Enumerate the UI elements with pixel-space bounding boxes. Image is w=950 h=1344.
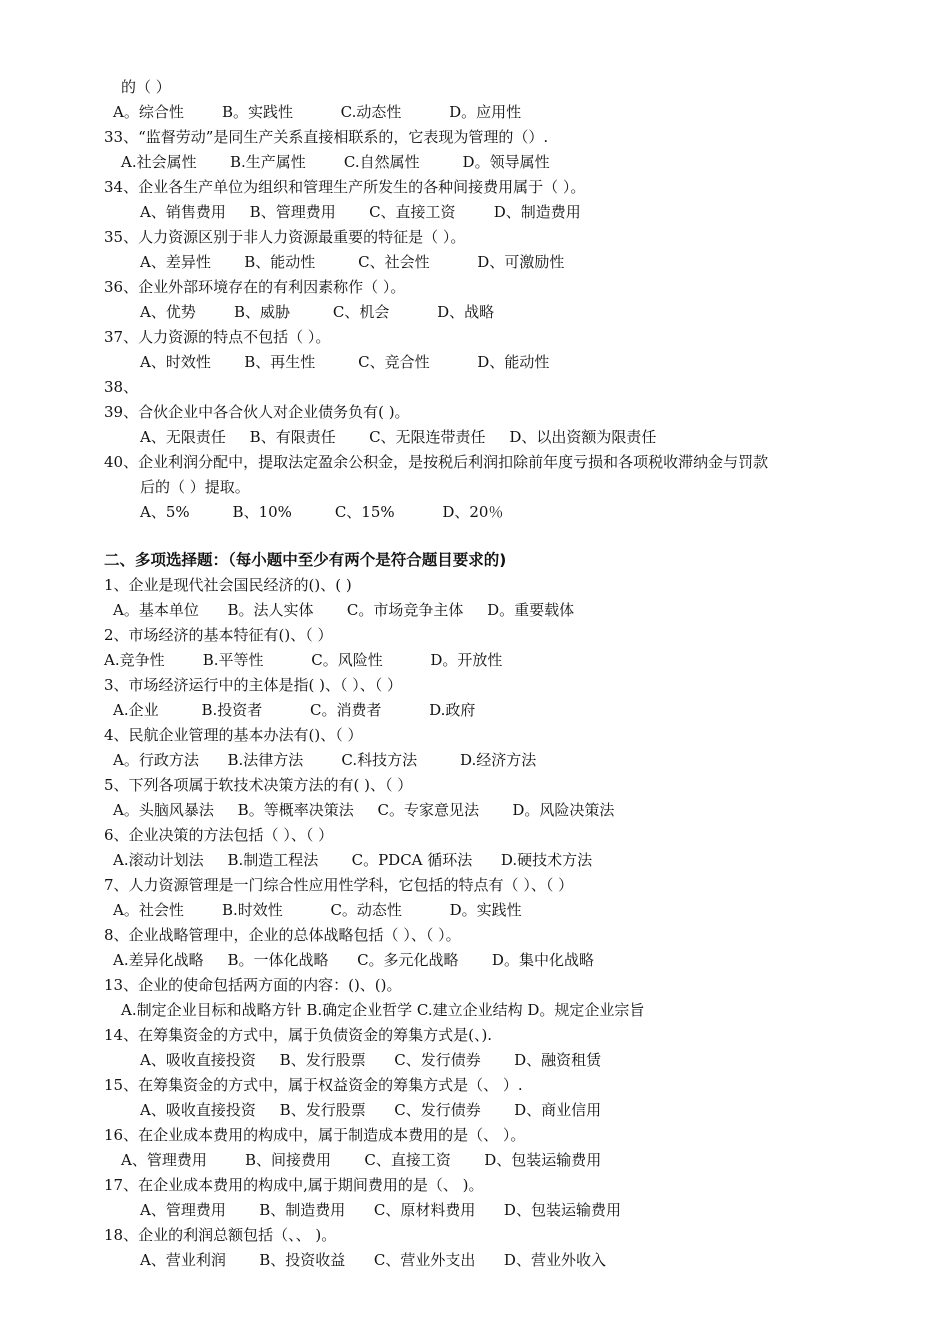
text-line: A。社会性 B.时效性 C。动态性 D。实践性 (113, 901, 522, 919)
section-heading: 二、多项选择题：（每小题中至少有两个是符合题目要求的) (104, 551, 507, 569)
text-line: 6、企业决策的方法包括（ ）、（ ） (104, 826, 334, 844)
text-line: 33、“监督劳动”是同生产关系直接相联系的，它表现为管理的（）. (104, 128, 549, 146)
text-line: 40、企业利润分配中，提取法定盈余公积金，是按税后利润扣除前年度亏损和各项税收滞纳金与罚款 (104, 453, 769, 471)
text-line: A。头脑风暴法 B。等概率决策法 C。专家意见法 D。风险决策法 (113, 801, 615, 819)
text-line: 后的（ ）提取。 (140, 478, 250, 496)
text-line: A、管理费用 B、间接费用 C、直接工资 D、包装运输费用 (121, 1151, 602, 1169)
text-line: A.社会属性 B.生产属性 C.自然属性 D。领导属性 (121, 153, 550, 171)
text-line: 16、在企业成本费用的构成中，属于制造成本费用的是（、 ）。 (104, 1126, 526, 1144)
text-line: A.差异化战略 B。一体化战略 C。多元化战略 D。集中化战略 (113, 951, 594, 969)
text-line: A、管理费用 B、制造费用 C、原材料费用 D、包装运输费用 (140, 1201, 621, 1219)
text-line: 35、人力资源区别于非人力资源最重要的特征是（ ）。 (104, 228, 466, 246)
text-line: A、营业利润 B、投资收益 C、营业外支出 D、营业外收入 (140, 1251, 606, 1269)
text-line: 36、企业外部环境存在的有利因素称作（ ）。 (104, 278, 406, 296)
text-line: 39、合伙企业中各合伙人对企业债务负有( )。 (104, 403, 410, 421)
text-line: A.企业 B.投资者 C。消费者 D.政府 (113, 701, 476, 719)
text-line: 的（ ） (121, 78, 171, 96)
text-line: 37、人力资源的特点不包括（ ）。 (104, 328, 331, 346)
text-line: 3、市场经济运行中的主体是指( )、（ ）、（ ） (104, 676, 403, 694)
text-line: A、吸收直接投资 B、发行股票 C、发行债券 D、融资租赁 (140, 1051, 602, 1069)
text-line: 15、在筹集资金的方式中，属于权益资金的筹集方式是（、 ）. (104, 1076, 523, 1094)
text-line: A.滚动计划法 B.制造工程法 C。PDCA 循环法 D.硬技术方法 (113, 851, 593, 869)
text-line: 5、下列各项属于软技术决策方法的有( )、（ ） (104, 776, 413, 794)
text-line: A。基本单位 B。法人实体 C。市场竞争主体 D。重要载体 (113, 601, 575, 619)
text-line: 7、人力资源管理是一门综合性应用性学科，它包括的特点有（ ）、（ ） (104, 876, 574, 894)
text-line: 8、企业战略管理中，企业的总体战略包括（ ）、（ ）。 (104, 926, 461, 944)
text-line: A、销售费用 B、管理费用 C、直接工资 D、制造费用 (140, 203, 581, 221)
text-line: 17、在企业成本费用的构成中,属于期间费用的是（、 )。 (104, 1176, 484, 1194)
text-line: 38、 (104, 378, 139, 396)
text-line: A、无限责任 B、有限责任 C、无限连带责任 D、以出资额为限责任 (140, 428, 657, 446)
text-line: A、时效性 B、再生性 C、竞合性 D、能动性 (140, 353, 550, 371)
text-line: A、优势 B、威胁 C、机会 D、战略 (140, 303, 495, 321)
text-line: 13、企业的使命包括两方面的内容：()、()。 (104, 976, 402, 994)
text-line: A。行政方法 B.法律方法 C.科技方法 D.经济方法 (113, 751, 537, 769)
text-line: 34、企业各生产单位为组织和管理生产所发生的各种间接费用属于（ ）。 (104, 178, 586, 196)
text-line: A、吸收直接投资 B、发行股票 C、发行债券 D、商业信用 (140, 1101, 602, 1119)
text-line: 1、企业是现代社会国民经济的()、( ) (104, 576, 352, 594)
text-line: A、5% B、10% C、15% D、20％ (140, 503, 504, 521)
text-line: 4、民航企业管理的基本办法有()、（ ） (104, 726, 363, 744)
text-line: A。综合性 B。实践性 C.动态性 D。应用性 (113, 103, 522, 121)
text-line: A.竞争性 B.平等性 C。风险性 D。开放性 (104, 651, 503, 669)
text-line: 2、市场经济的基本特征有()、（ ） (104, 626, 333, 644)
text-line: A、差异性 B、能动性 C、社会性 D、可激励性 (140, 253, 565, 271)
text-line: 18、企业的利润总额包括（、、 )。 (104, 1226, 337, 1244)
text-line: A.制定企业目标和战略方针 B.确定企业哲学 C.建立企业结构 D。规定企业宗旨 (121, 1001, 645, 1019)
text-line: 14、在筹集资金的方式中，属于负债资金的筹集方式是(、). (104, 1026, 493, 1044)
